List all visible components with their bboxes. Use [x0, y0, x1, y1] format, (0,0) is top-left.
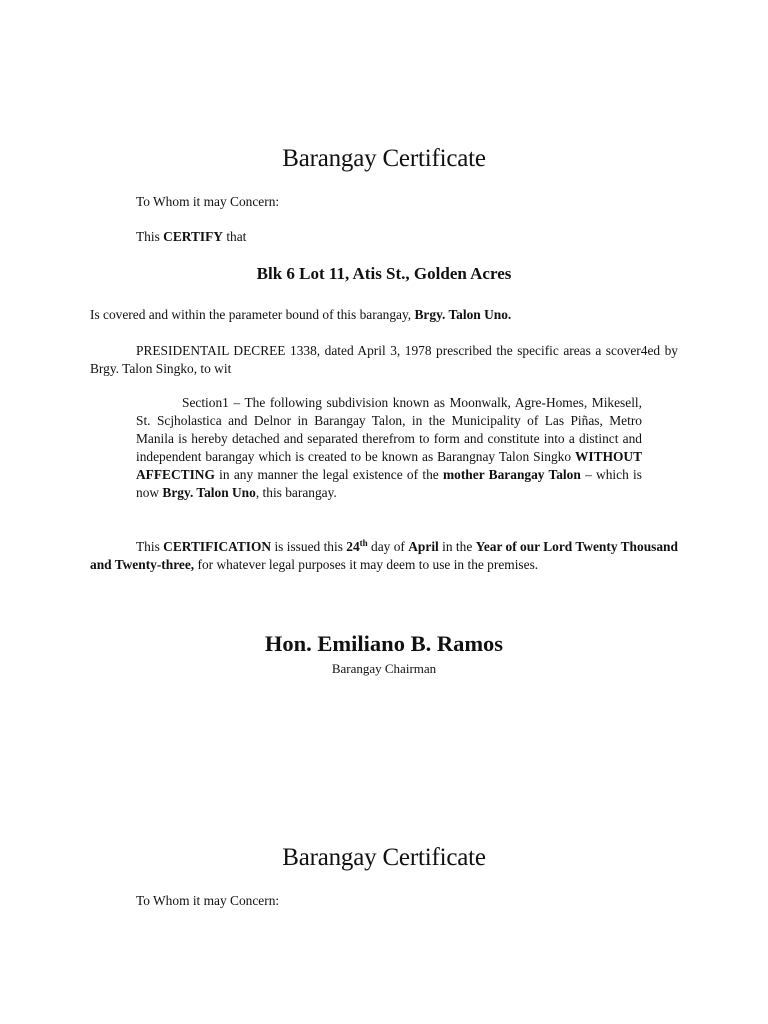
signatory-position: Barangay Chairman	[331, 661, 437, 676]
section-text-1: Section1 – The following subdivision known as Moonwalk, Agre-Homes, Mikesell, St. Scjholastica and Delnor in Barangay Talon, in the Municipality of Las Piñas, Metro Manila is hereby detached and separated therefrom to form and constitute into a distinct and independent barangay which is created to be known as Barangnay Talon Singko	[136, 395, 642, 464]
coverage-barangay: Brgy. Talon Uno.	[414, 307, 512, 322]
issued-day: 24th	[346, 538, 368, 554]
issued-month: April	[408, 539, 439, 554]
section-text-4: , this barangay.	[255, 485, 337, 500]
second-certificate-title: Barangay Certificate	[282, 844, 486, 871]
second-salutation: To Whom it may Concern:	[136, 893, 280, 908]
section-paragraph	[136, 394, 642, 502]
certificate-title: Barangay Certificate	[282, 145, 486, 172]
salutation: To Whom it may Concern:	[136, 194, 280, 209]
issued-suffix: for whatever legal purposes it may deem to use in the premises.	[197, 557, 539, 572]
issued-is-this: is issued this	[274, 539, 343, 554]
section-bold-without-affecting: WITHOUT AFFECTING	[136, 449, 642, 482]
section-text-3: – which is now	[136, 467, 642, 500]
issuance-paragraph	[90, 538, 678, 574]
issued-certification: CERTIFICATION	[163, 539, 272, 554]
address-line: Blk 6 Lot 11, Atis St., Golden Acres	[256, 264, 512, 283]
coverage-paragraph	[90, 306, 690, 324]
certify-line	[136, 228, 246, 246]
certify-word: CERTIFY	[163, 229, 223, 244]
certify-prefix: This	[136, 229, 160, 244]
section-bold-mother-barangay: mother Barangay Talon	[443, 467, 581, 482]
decree-text: PRESIDENTAIL DECREE 1338, dated April 3, 1978 prescribed the specific areas a scover4ed by Brgy. Talon Singko, to wit	[90, 343, 678, 376]
section-bold-talon-uno: Brgy. Talon Uno	[162, 485, 256, 500]
decree-paragraph	[90, 342, 678, 378]
issued-day-of: day of	[371, 539, 405, 554]
certify-suffix: that	[226, 229, 247, 244]
section-text-2: in any manner the legal existence of the	[219, 467, 439, 482]
issued-year-words: Year of our Lord Twenty Thousand and Twenty-three,	[90, 539, 678, 572]
issued-prefix: This	[136, 539, 160, 554]
issued-in-the: in the	[442, 539, 473, 554]
signatory-name: Hon. Emiliano B. Ramos	[264, 631, 504, 656]
coverage-text: Is covered and within the parameter bound of this barangay,	[90, 307, 412, 322]
